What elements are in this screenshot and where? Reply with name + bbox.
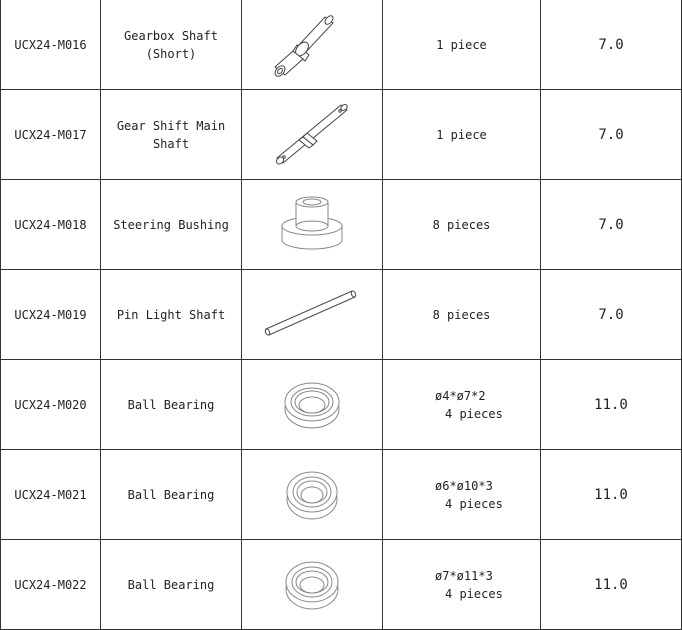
part-name [101, 0, 242, 90]
quantity-line: 4 pieces [445, 586, 503, 601]
quantity [383, 360, 541, 450]
part-name-line: Shaft [152, 136, 190, 151]
price: 7.0 [541, 270, 682, 360]
part-name [101, 540, 242, 630]
part-name-line: Gearbox Shaft [124, 28, 218, 43]
ball-bearing-icon [272, 467, 352, 523]
part-name [101, 90, 242, 180]
table-row [1, 540, 682, 630]
part-name-line: Ball Bearing [127, 487, 215, 502]
part-name [101, 360, 242, 450]
quantity [383, 270, 541, 360]
bearing-size: ø7*ø11*3 [435, 568, 493, 583]
pin-light-shaft-icon [262, 287, 362, 343]
price: 7.0 [541, 0, 682, 90]
table-row [1, 360, 682, 450]
price: 7.0 [541, 90, 682, 180]
part-name-line: (Short) [145, 46, 197, 61]
part-name-line: Ball Bearing [127, 577, 215, 592]
table-row [1, 90, 682, 180]
quantity [383, 540, 541, 630]
ball-bearing-icon [272, 377, 352, 433]
part-name [101, 270, 242, 360]
price: 7.0 [541, 180, 682, 270]
quantity-line: 1 piece [436, 37, 487, 52]
part-image-cell [242, 450, 383, 540]
price: 11.0 [541, 450, 682, 540]
part-image-cell [242, 180, 383, 270]
quantity-line: 4 pieces [445, 406, 503, 421]
part-image-cell [242, 270, 383, 360]
part-name [101, 450, 242, 540]
part-name [101, 180, 242, 270]
part-name-line: Pin Light Shaft [116, 307, 226, 322]
gearbox-shaft-short-icon [267, 9, 357, 81]
table-row [1, 450, 682, 540]
part-code: UCX24-M018 [1, 180, 101, 270]
quantity-line: 8 pieces [432, 217, 491, 232]
part-image-cell [242, 360, 383, 450]
part-code: UCX24-M020 [1, 360, 101, 450]
part-name-line: Steering Bushing [113, 217, 229, 232]
part-image-cell [242, 90, 383, 180]
table-row [1, 270, 682, 360]
part-code: UCX24-M022 [1, 540, 101, 630]
table-row [1, 180, 682, 270]
table-row [1, 0, 682, 90]
bearing-size: ø4*ø7*2 [435, 388, 486, 403]
quantity [383, 180, 541, 270]
quantity-line: 1 piece [436, 127, 487, 142]
part-code: UCX24-M016 [1, 0, 101, 90]
gear-shift-main-shaft-icon [267, 99, 357, 171]
quantity-line: 8 pieces [432, 307, 491, 322]
part-name-line: Gear Shift Main [116, 118, 226, 133]
price: 11.0 [541, 540, 682, 630]
quantity [383, 450, 541, 540]
ball-bearing-icon [272, 557, 352, 613]
steering-bushing-icon [272, 190, 352, 260]
part-name-line: Ball Bearing [127, 397, 215, 412]
bearing-size: ø6*ø10*3 [435, 478, 493, 493]
part-code: UCX24-M021 [1, 450, 101, 540]
part-code: UCX24-M017 [1, 90, 101, 180]
quantity-line: 4 pieces [445, 496, 503, 511]
price: 11.0 [541, 360, 682, 450]
part-code: UCX24-M019 [1, 270, 101, 360]
quantity [383, 90, 541, 180]
part-image-cell [242, 540, 383, 630]
quantity [383, 0, 541, 90]
part-image-cell [242, 0, 383, 90]
